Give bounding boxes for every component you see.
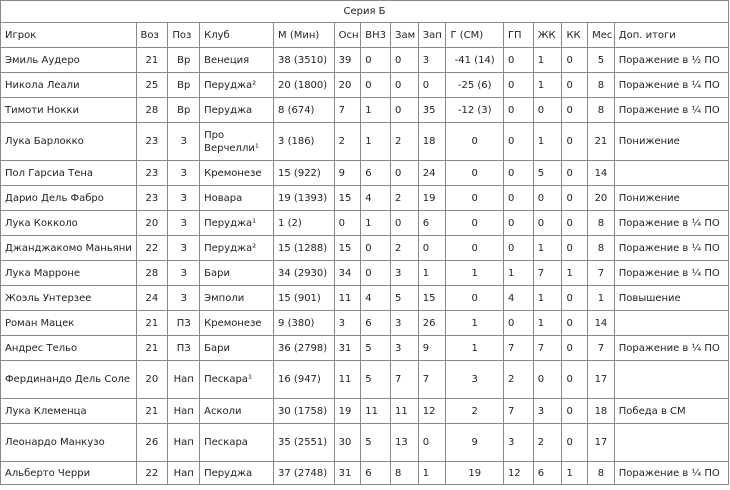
player-name: Лука Марроне bbox=[1, 261, 137, 286]
outcome: Поражение в ¼ ПО bbox=[614, 261, 728, 286]
outcome: Поражение в ¼ ПО bbox=[614, 211, 728, 236]
assists: 0 bbox=[503, 311, 533, 336]
red-cards: 0 bbox=[562, 73, 588, 98]
red-cards: 0 bbox=[562, 311, 588, 336]
yellow-cards: 3 bbox=[533, 399, 562, 424]
outcome: Поражение в ¼ ПО bbox=[614, 236, 728, 261]
subbed-off: 3 bbox=[391, 261, 419, 286]
table-row bbox=[1, 236, 729, 261]
starts: 9 bbox=[334, 161, 361, 186]
goals: -12 (3) bbox=[446, 98, 503, 123]
position: Нап bbox=[168, 424, 200, 462]
yellow-cards: 1 bbox=[533, 73, 562, 98]
subbed-off: 2 bbox=[391, 186, 419, 211]
place: 18 bbox=[588, 399, 615, 424]
subbed-on: 4 bbox=[361, 286, 391, 311]
player-name: Альберто Черри bbox=[1, 462, 137, 485]
yellow-cards: 6 bbox=[533, 462, 562, 485]
matches: 37 (2748) bbox=[274, 462, 335, 485]
outcome: Поражение в ¼ ПО bbox=[614, 462, 728, 485]
subbed-on: 6 bbox=[361, 311, 391, 336]
place: 17 bbox=[588, 361, 615, 399]
club: Бари bbox=[200, 261, 274, 286]
starts: 30 bbox=[334, 424, 361, 462]
player-name: Пол Гарсиа Тена bbox=[1, 161, 137, 186]
yellow-cards: 1 bbox=[533, 286, 562, 311]
starts: 39 bbox=[334, 48, 361, 73]
position: З bbox=[168, 161, 200, 186]
subbed-on: 0 bbox=[361, 73, 391, 98]
player-name: Жоэль Унтерзее bbox=[1, 286, 137, 311]
bench: 15 bbox=[418, 286, 446, 311]
subbed-off: 0 bbox=[391, 48, 419, 73]
red-cards: 0 bbox=[562, 48, 588, 73]
subbed-on: 1 bbox=[361, 98, 391, 123]
bench: 6 bbox=[418, 211, 446, 236]
position: Нап bbox=[168, 462, 200, 485]
club: Бари bbox=[200, 336, 274, 361]
table-row bbox=[1, 311, 729, 336]
red-cards: 0 bbox=[562, 236, 588, 261]
matches: 15 (901) bbox=[274, 286, 335, 311]
position: З bbox=[168, 286, 200, 311]
table-title: Серия Б bbox=[1, 1, 729, 23]
club: Венеция bbox=[200, 48, 274, 73]
goals: 0 bbox=[446, 236, 503, 261]
age: 21 bbox=[136, 399, 168, 424]
header-assists: ГП bbox=[503, 23, 533, 48]
starts: 11 bbox=[334, 286, 361, 311]
goals: 3 bbox=[446, 361, 503, 399]
assists: 3 bbox=[503, 424, 533, 462]
player-name: Лука Барлокко bbox=[1, 123, 137, 161]
table-row bbox=[1, 361, 729, 399]
starts: 31 bbox=[334, 462, 361, 485]
goals: 9 bbox=[446, 424, 503, 462]
yellow-cards: 1 bbox=[533, 236, 562, 261]
header-goals: Г (СМ) bbox=[446, 23, 503, 48]
club: Кремонезе bbox=[200, 161, 274, 186]
goals: 0 bbox=[446, 286, 503, 311]
subbed-off: 0 bbox=[391, 161, 419, 186]
subbed-off: 5 bbox=[391, 286, 419, 311]
assists: 12 bbox=[503, 462, 533, 485]
table-row bbox=[1, 286, 729, 311]
bench: 3 bbox=[418, 48, 446, 73]
table-row bbox=[1, 462, 729, 485]
club: Перуджа² bbox=[200, 236, 274, 261]
header-red-cards: КК bbox=[562, 23, 588, 48]
bench: 0 bbox=[418, 236, 446, 261]
starts: 0 bbox=[334, 211, 361, 236]
club: Про Верчелли¹ bbox=[200, 123, 274, 161]
bench: 0 bbox=[418, 73, 446, 98]
club: Кремонезе bbox=[200, 311, 274, 336]
assists: 0 bbox=[503, 98, 533, 123]
goals: 1 bbox=[446, 261, 503, 286]
table-row bbox=[1, 98, 729, 123]
matches: 34 (2930) bbox=[274, 261, 335, 286]
place: 8 bbox=[588, 98, 615, 123]
player-name: Леонардо Манкузо bbox=[1, 424, 137, 462]
place: 5 bbox=[588, 48, 615, 73]
club: Эмполи bbox=[200, 286, 274, 311]
header-yellow-cards: ЖК bbox=[533, 23, 562, 48]
red-cards: 0 bbox=[562, 98, 588, 123]
outcome: Победа в СМ bbox=[614, 399, 728, 424]
assists: 4 bbox=[503, 286, 533, 311]
header-subbed-off: Зам bbox=[391, 23, 419, 48]
header-age: Воз bbox=[136, 23, 168, 48]
position: З bbox=[168, 261, 200, 286]
bench: 18 bbox=[418, 123, 446, 161]
outcome: Понижение bbox=[614, 123, 728, 161]
age: 23 bbox=[136, 161, 168, 186]
assists: 7 bbox=[503, 399, 533, 424]
bench: 0 bbox=[418, 424, 446, 462]
age: 23 bbox=[136, 186, 168, 211]
place: 8 bbox=[588, 462, 615, 485]
outcome: Поражение в ¼ ПО bbox=[614, 336, 728, 361]
age: 28 bbox=[136, 261, 168, 286]
goals: 0 bbox=[446, 211, 503, 236]
yellow-cards: 0 bbox=[533, 211, 562, 236]
subbed-on: 0 bbox=[361, 261, 391, 286]
outcome: Поражение в ½ ПО bbox=[614, 48, 728, 73]
subbed-on: 11 bbox=[361, 399, 391, 424]
player-name: Никола Леали bbox=[1, 73, 137, 98]
red-cards: 0 bbox=[562, 424, 588, 462]
subbed-off: 3 bbox=[391, 311, 419, 336]
matches: 38 (3510) bbox=[274, 48, 335, 73]
header-matches: М (Мин) bbox=[274, 23, 335, 48]
age: 28 bbox=[136, 98, 168, 123]
table-row bbox=[1, 48, 729, 73]
subbed-on: 1 bbox=[361, 123, 391, 161]
outcome: Повышение bbox=[614, 286, 728, 311]
age: 22 bbox=[136, 462, 168, 485]
bench: 26 bbox=[418, 311, 446, 336]
age: 20 bbox=[136, 361, 168, 399]
player-name: Джанджакомо Маньяни bbox=[1, 236, 137, 261]
red-cards: 0 bbox=[562, 286, 588, 311]
yellow-cards: 0 bbox=[533, 186, 562, 211]
outcome: Понижение bbox=[614, 186, 728, 211]
matches: 36 (2798) bbox=[274, 336, 335, 361]
player-name: Фердинандо Дель Соле bbox=[1, 361, 137, 399]
player-name: Лука Клеменца bbox=[1, 399, 137, 424]
yellow-cards: 5 bbox=[533, 161, 562, 186]
subbed-on: 6 bbox=[361, 462, 391, 485]
header-subbed-on: ВН3 bbox=[361, 23, 391, 48]
subbed-on: 5 bbox=[361, 336, 391, 361]
outcome bbox=[614, 311, 728, 336]
bench: 19 bbox=[418, 186, 446, 211]
matches: 20 (1800) bbox=[274, 73, 335, 98]
subbed-off: 3 bbox=[391, 336, 419, 361]
assists: 0 bbox=[503, 186, 533, 211]
place: 20 bbox=[588, 186, 615, 211]
matches: 35 (2551) bbox=[274, 424, 335, 462]
yellow-cards: 1 bbox=[533, 48, 562, 73]
age: 26 bbox=[136, 424, 168, 462]
starts: 11 bbox=[334, 361, 361, 399]
subbed-on: 5 bbox=[361, 361, 391, 399]
club: Пескара¹ bbox=[200, 361, 274, 399]
matches: 15 (922) bbox=[274, 161, 335, 186]
subbed-off: 7 bbox=[391, 361, 419, 399]
goals: 2 bbox=[446, 399, 503, 424]
place: 8 bbox=[588, 73, 615, 98]
age: 20 bbox=[136, 211, 168, 236]
club: Новара bbox=[200, 186, 274, 211]
position: ПЗ bbox=[168, 336, 200, 361]
header-club: Клуб bbox=[200, 23, 274, 48]
outcome bbox=[614, 361, 728, 399]
red-cards: 0 bbox=[562, 123, 588, 161]
table-row bbox=[1, 161, 729, 186]
place: 8 bbox=[588, 236, 615, 261]
subbed-off: 8 bbox=[391, 462, 419, 485]
position: Нап bbox=[168, 361, 200, 399]
header-player: Игрок bbox=[1, 23, 137, 48]
goals: 19 bbox=[446, 462, 503, 485]
matches: 3 (186) bbox=[274, 123, 335, 161]
club: Перуджа¹ bbox=[200, 211, 274, 236]
club: Перуджа bbox=[200, 98, 274, 123]
goals: 0 bbox=[446, 161, 503, 186]
red-cards: 0 bbox=[562, 336, 588, 361]
table-row bbox=[1, 399, 729, 424]
player-name: Лука Кокколо bbox=[1, 211, 137, 236]
club: Перуджа² bbox=[200, 73, 274, 98]
subbed-off: 0 bbox=[391, 73, 419, 98]
header-starts: Осн bbox=[334, 23, 361, 48]
subbed-on: 4 bbox=[361, 186, 391, 211]
yellow-cards: 2 bbox=[533, 424, 562, 462]
subbed-on: 1 bbox=[361, 211, 391, 236]
goals: 1 bbox=[446, 336, 503, 361]
header-bench: Зап bbox=[418, 23, 446, 48]
subbed-on: 5 bbox=[361, 424, 391, 462]
goals: 1 bbox=[446, 311, 503, 336]
matches: 30 (1758) bbox=[274, 399, 335, 424]
subbed-off: 0 bbox=[391, 98, 419, 123]
assists: 1 bbox=[503, 261, 533, 286]
table-row bbox=[1, 336, 729, 361]
bench: 12 bbox=[418, 399, 446, 424]
assists: 0 bbox=[503, 236, 533, 261]
subbed-off: 2 bbox=[391, 236, 419, 261]
bench: 7 bbox=[418, 361, 446, 399]
position: Нап bbox=[168, 399, 200, 424]
starts: 34 bbox=[334, 261, 361, 286]
position: З bbox=[168, 123, 200, 161]
starts: 15 bbox=[334, 186, 361, 211]
goals: 0 bbox=[446, 186, 503, 211]
table-row bbox=[1, 123, 729, 161]
header-position: Поз bbox=[168, 23, 200, 48]
bench: 35 bbox=[418, 98, 446, 123]
red-cards: 0 bbox=[562, 161, 588, 186]
assists: 2 bbox=[503, 361, 533, 399]
header-outcome: Доп. итоги bbox=[614, 23, 728, 48]
position: З bbox=[168, 236, 200, 261]
starts: 15 bbox=[334, 236, 361, 261]
table-row bbox=[1, 73, 729, 98]
red-cards: 0 bbox=[562, 186, 588, 211]
place: 14 bbox=[588, 161, 615, 186]
yellow-cards: 0 bbox=[533, 361, 562, 399]
place: 7 bbox=[588, 261, 615, 286]
age: 24 bbox=[136, 286, 168, 311]
age: 21 bbox=[136, 311, 168, 336]
club: Перуджа bbox=[200, 462, 274, 485]
assists: 0 bbox=[503, 73, 533, 98]
assists: 0 bbox=[503, 211, 533, 236]
subbed-on: 0 bbox=[361, 236, 391, 261]
red-cards: 0 bbox=[562, 399, 588, 424]
assists: 0 bbox=[503, 123, 533, 161]
club: Пескара bbox=[200, 424, 274, 462]
place: 1 bbox=[588, 286, 615, 311]
age: 21 bbox=[136, 48, 168, 73]
yellow-cards: 1 bbox=[533, 311, 562, 336]
place: 7 bbox=[588, 336, 615, 361]
yellow-cards: 7 bbox=[533, 336, 562, 361]
outcome: Поражение в ¼ ПО bbox=[614, 98, 728, 123]
bench: 1 bbox=[418, 261, 446, 286]
subbed-off: 0 bbox=[391, 211, 419, 236]
assists: 0 bbox=[503, 161, 533, 186]
age: 22 bbox=[136, 236, 168, 261]
header-row bbox=[1, 23, 729, 48]
subbed-off: 2 bbox=[391, 123, 419, 161]
header-place: Мес bbox=[588, 23, 615, 48]
red-cards: 1 bbox=[562, 261, 588, 286]
age: 21 bbox=[136, 336, 168, 361]
starts: 7 bbox=[334, 98, 361, 123]
player-name: Дарио Дель Фабро bbox=[1, 186, 137, 211]
subbed-off: 13 bbox=[391, 424, 419, 462]
place: 8 bbox=[588, 211, 615, 236]
assists: 7 bbox=[503, 336, 533, 361]
starts: 19 bbox=[334, 399, 361, 424]
goals: -25 (6) bbox=[446, 73, 503, 98]
place: 14 bbox=[588, 311, 615, 336]
outcome bbox=[614, 161, 728, 186]
position: З bbox=[168, 186, 200, 211]
outcome bbox=[614, 424, 728, 462]
position: З bbox=[168, 211, 200, 236]
matches: 8 (674) bbox=[274, 98, 335, 123]
player-name: Андрес Тельо bbox=[1, 336, 137, 361]
starts: 3 bbox=[334, 311, 361, 336]
age: 25 bbox=[136, 73, 168, 98]
position: Вр bbox=[168, 48, 200, 73]
table-row bbox=[1, 424, 729, 462]
player-name: Тимоти Нокки bbox=[1, 98, 137, 123]
starts: 20 bbox=[334, 73, 361, 98]
bench: 24 bbox=[418, 161, 446, 186]
assists: 0 bbox=[503, 48, 533, 73]
yellow-cards: 7 bbox=[533, 261, 562, 286]
position: Вр bbox=[168, 98, 200, 123]
yellow-cards: 1 bbox=[533, 123, 562, 161]
position: ПЗ bbox=[168, 311, 200, 336]
place: 21 bbox=[588, 123, 615, 161]
matches: 1 (2) bbox=[274, 211, 335, 236]
club: Асколи bbox=[200, 399, 274, 424]
red-cards: 1 bbox=[562, 462, 588, 485]
player-name: Роман Мацек bbox=[1, 311, 137, 336]
subbed-on: 0 bbox=[361, 48, 391, 73]
age: 23 bbox=[136, 123, 168, 161]
matches: 9 (380) bbox=[274, 311, 335, 336]
goals: -41 (14) bbox=[446, 48, 503, 73]
table-row bbox=[1, 211, 729, 236]
table-row bbox=[1, 186, 729, 211]
matches: 19 (1393) bbox=[274, 186, 335, 211]
subbed-on: 6 bbox=[361, 161, 391, 186]
red-cards: 0 bbox=[562, 361, 588, 399]
bench: 1 bbox=[418, 462, 446, 485]
goals: 0 bbox=[446, 123, 503, 161]
subbed-off: 11 bbox=[391, 399, 419, 424]
starts: 31 bbox=[334, 336, 361, 361]
matches: 16 (947) bbox=[274, 361, 335, 399]
bench: 9 bbox=[418, 336, 446, 361]
red-cards: 0 bbox=[562, 211, 588, 236]
outcome: Поражение в ¼ ПО bbox=[614, 73, 728, 98]
table-row bbox=[1, 261, 729, 286]
place: 17 bbox=[588, 424, 615, 462]
position: Вр bbox=[168, 73, 200, 98]
matches: 15 (1288) bbox=[274, 236, 335, 261]
starts: 2 bbox=[334, 123, 361, 161]
player-name: Эмиль Аудеро bbox=[1, 48, 137, 73]
yellow-cards: 0 bbox=[533, 98, 562, 123]
